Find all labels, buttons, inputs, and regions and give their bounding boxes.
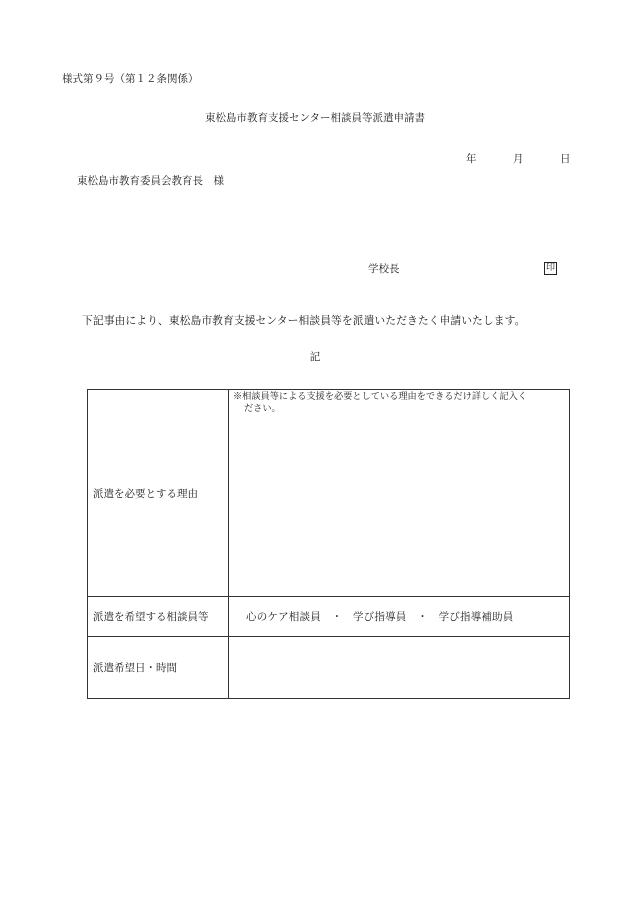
datetime-label: 派遣希望日・時間 bbox=[88, 637, 229, 699]
reason-note-line2: ださい。 bbox=[244, 403, 281, 414]
request-statement: 下記事由により、東松島市教育支援センター相談員等を派遣いただきたく申請いたします。 bbox=[82, 314, 526, 327]
staff-type-options[interactable]: 心のケア相談員 ・ 学び指導員 ・ 学び指導補助員 bbox=[229, 597, 570, 637]
addressee: 東松島市教育委員会教育長 様 bbox=[77, 175, 224, 187]
date-year-label: 年 bbox=[466, 153, 477, 165]
seal-mark: 印 bbox=[545, 263, 555, 273]
staff-type-label: 派遣を希望する相談員等 bbox=[88, 597, 229, 637]
reason-label: 派遣を必要とする理由 bbox=[88, 390, 229, 597]
table-row-datetime bbox=[88, 637, 570, 699]
section-mark: 記 bbox=[309, 351, 321, 363]
principal-label: 学校長 bbox=[368, 263, 400, 275]
reason-field[interactable] bbox=[229, 390, 570, 597]
table-row-staff-type bbox=[88, 597, 570, 637]
table-row-reason bbox=[88, 390, 570, 597]
datetime-field[interactable] bbox=[229, 637, 570, 699]
reason-note-line1: ※相談員等による支援を必要としている理由をできるだけ詳しく記入く bbox=[233, 391, 527, 402]
form-number: 様式第９号（第１２条関係） bbox=[62, 73, 199, 85]
date-day-label: 日 bbox=[560, 153, 571, 165]
application-table bbox=[87, 389, 570, 699]
date-month-label: 月 bbox=[513, 153, 524, 165]
document-title: 東松島市教育支援センター相談員等派遣申請書 bbox=[204, 112, 426, 124]
